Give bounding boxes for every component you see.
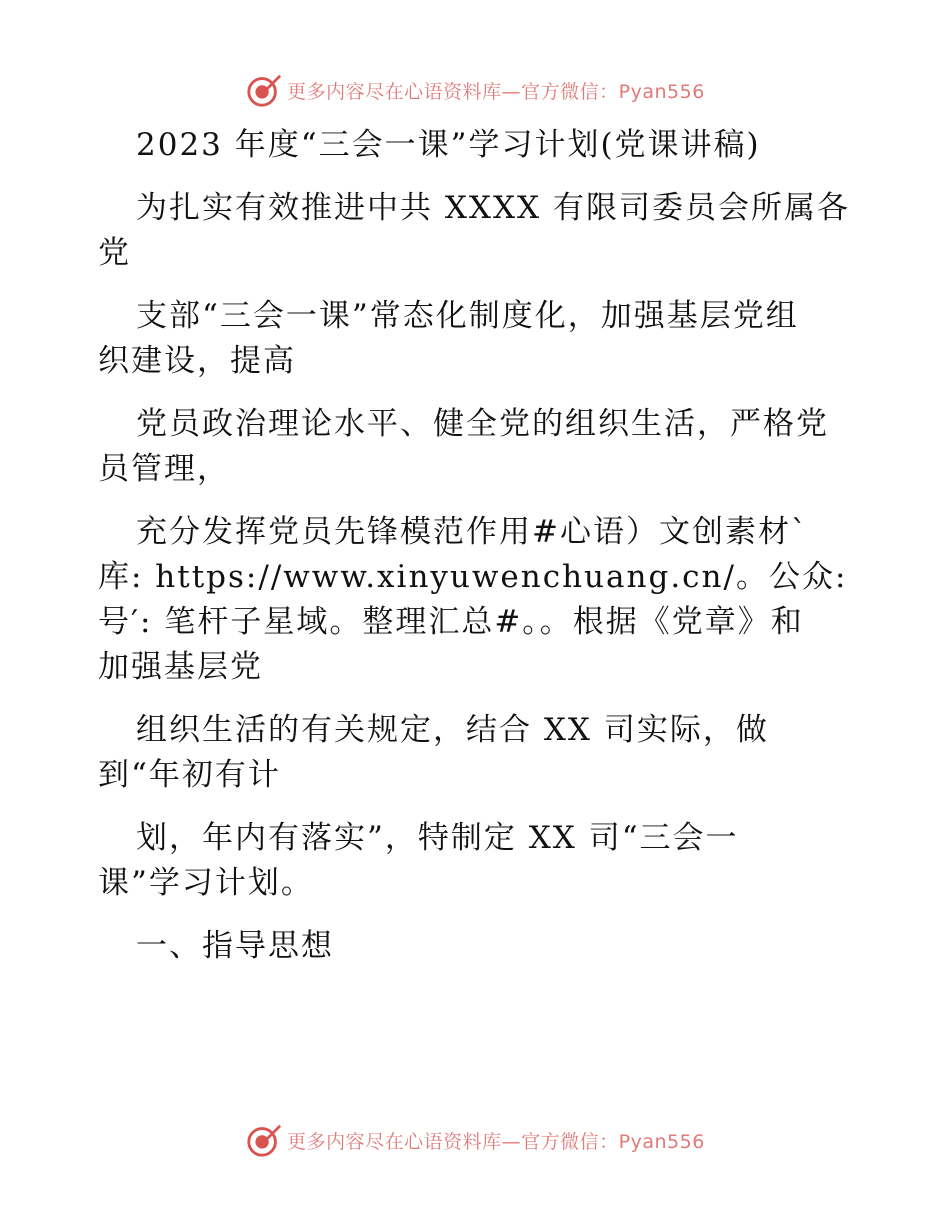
header-watermark-banner	[0, 70, 950, 110]
pen-logo-icon	[245, 1121, 283, 1159]
section-heading: 一、指导思想	[136, 928, 334, 964]
paragraph-line: 组织生活的有关规定，结合 XX 司实际，做	[136, 712, 769, 748]
paragraph-line: 号′: 笔杆子星域。整理汇总#。。根据《党章》和	[98, 604, 804, 640]
paragraph-line: 支部“三会一课”常态化制度化，加强基层党组	[136, 298, 799, 334]
pen-logo-icon	[245, 71, 283, 109]
header-watermark-text: 更多内容尽在心语资料库—官方微信：Pyan556	[287, 80, 705, 103]
footer-watermark-text: 更多内容尽在心语资料库—官方微信：Pyan556	[287, 1130, 705, 1153]
paragraph-line: 员管理，	[98, 451, 230, 487]
document-body	[98, 123, 858, 969]
paragraph-line: 充分发挥党员先锋模范作用#心语）文创素材`	[136, 514, 809, 550]
paragraph-line: 为扎实有效推进中共 XXXX 有限司委员会所属各	[136, 190, 850, 226]
paragraph-line: 到“年初有计	[98, 757, 281, 793]
paragraph-line: 党	[98, 235, 131, 271]
footer-watermark-banner	[0, 1120, 950, 1160]
paragraph-line: 加强基层党	[98, 649, 263, 685]
paragraph-line: 党员政治理论水平、健全党的组织生活，严格党	[136, 406, 829, 442]
paragraph-line: 库: https://www.xinyuwenchuang.cn/。公众:	[98, 559, 848, 595]
document-title: 2023 年度“三会一课”学习计划(党课讲稿)	[136, 127, 761, 163]
paragraph-line: 织建设，提高	[98, 343, 296, 379]
paragraph-line: 课”学习计划。	[98, 865, 314, 901]
paragraph-line: 划，年内有落实”，特制定 XX 司“三会一	[136, 820, 739, 856]
